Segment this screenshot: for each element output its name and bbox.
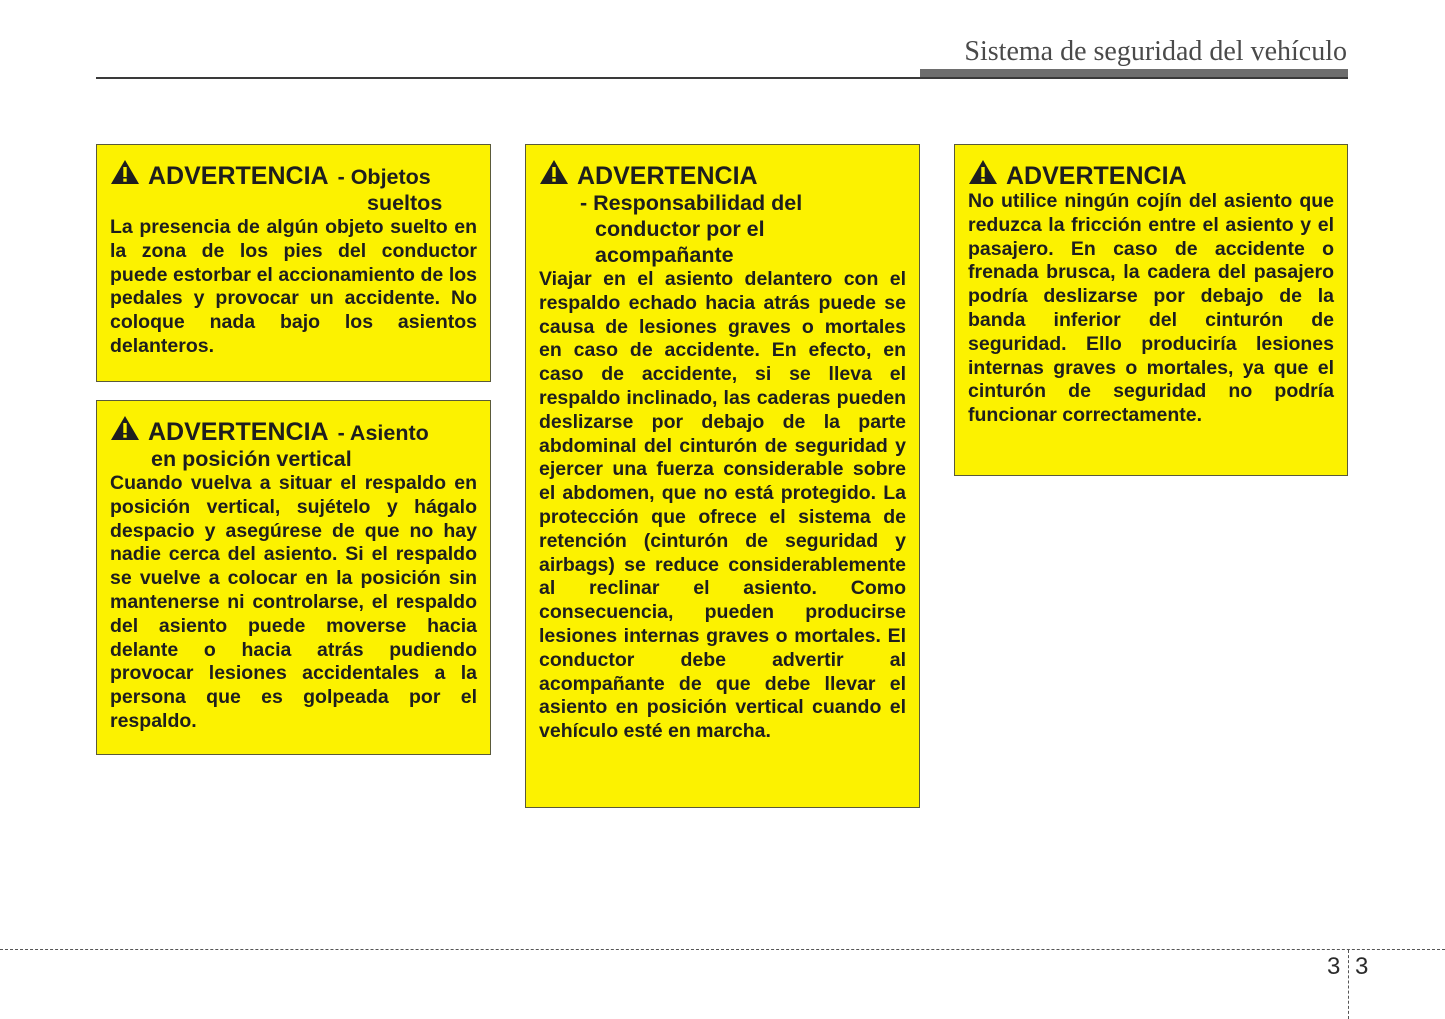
warning-subtitle-cont: acompañante [595,243,734,267]
warning-title [110,159,477,190]
warning-body: Viajar en el asiento delantero con el respaldo echado hacia atrás puede se causa de lesiones graves o mortales en caso de accidente. En efecto, en caso de accidente, si se lleva el respaldo inclinado, las caderas pueden deslizarse por debajo de la parte abdominal del cinturón de seguridad y ejercer una fuerza considerable sobre el abdomen, que no está protegido. La protección que ofrece el sistema de retención (cinturón de seguridad y airbags) se reduce considerablemente al reclinar el asiento. Como consecuencia, pueden producirse lesiones internas graves o mortales. El conductor debe advertir al acompañante de que debe llevar el asiento en posición vertical cuando el vehículo esté en marcha. [539,268,906,743]
warning-subtitle: - Asiento [337,421,429,445]
warning-title [110,415,477,446]
warning-heading: ADVERTENCIA [577,162,758,190]
warning-heading: ADVERTENCIA [148,162,329,190]
warning-triangle-icon [110,415,140,441]
warning-triangle-icon [539,159,569,185]
footer-cut-line [0,949,1445,950]
warning-body: La presencia de algún objeto suelto en la zona de los pies del conductor puede estorbar el accionamiento de los pedales y provocar un accidente. No coloque nada bajo los asientos delanteros. [110,216,477,357]
warning-heading: ADVERTENCIA [1006,162,1187,190]
page-number: 3 [1355,953,1369,980]
warning-subtitle-cont: sueltos [367,191,443,215]
warning-triangle-icon [968,159,998,185]
chapter-number: 3 [1327,953,1341,980]
warning-box-driver-responsibility [525,144,920,808]
footer-page-divider [1348,950,1349,1019]
warning-triangle-icon [110,159,140,185]
warning-box-loose-objects [96,144,491,382]
section-title: Sistema de seguridad del vehículo [964,36,1347,67]
header-rule [96,77,1348,79]
warning-heading: ADVERTENCIA [148,418,329,446]
warning-subtitle: - Responsabilidad del [580,191,803,215]
warning-title [539,159,906,190]
warning-subtitle-cont: conductor por el [595,217,765,241]
warning-subtitle-cont: en posición vertical [151,447,352,471]
warning-box-seat-cushion [954,144,1348,476]
warning-box-seat-upright [96,400,491,755]
warning-body: No utilice ningún cojín del asiento que reduzca la fricción entre el asiento y el pasajero. En caso de accidente o frenada brusca, la cadera del pasajero podría deslizarse por debajo de la banda inferior del cinturón de seguridad. Ello produciría lesiones internas graves o mortales, ya que el cinturón de seguridad no podría funcionar correctamente. [968,190,1334,427]
warning-title [968,159,1334,190]
warning-subtitle: - Objetos [337,165,431,189]
warning-body: Cuando vuelva a situar el respaldo en posición vertical, sujételo y hágalo despacio y asegúrese de que no hay nadie cerca del asiento. Si el respaldo se vuelve a colocar en la posición sin mantenerse ni controlarse, el respaldo del asiento puede moverse hacia delante o hacia atrás pudiendo provocar lesiones accidentales a la persona que es golpeada por el respaldo. [110,472,477,732]
